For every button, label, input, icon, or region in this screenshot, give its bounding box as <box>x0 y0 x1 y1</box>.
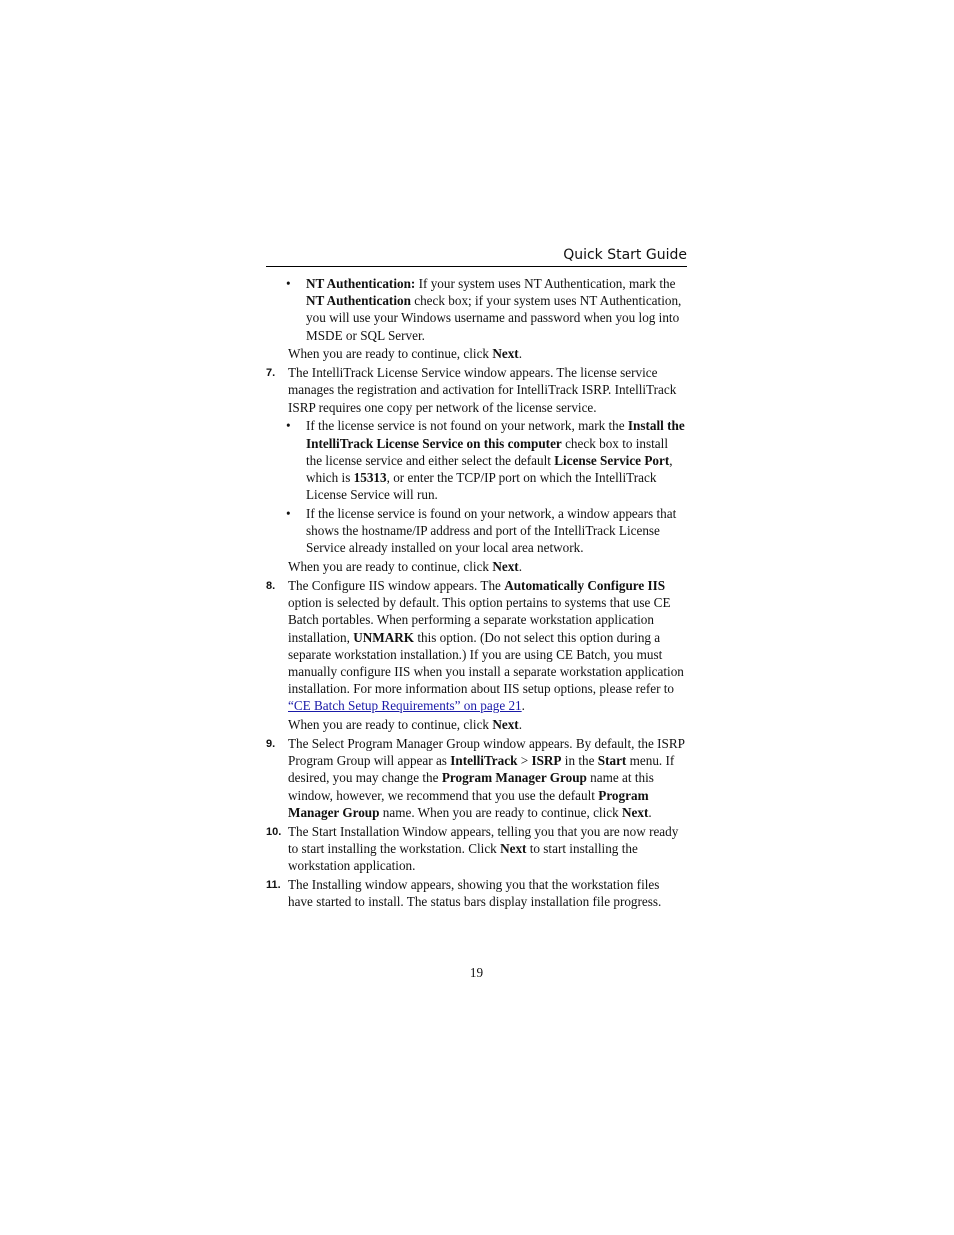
term: Start <box>597 753 627 769</box>
step-10 <box>266 823 687 875</box>
term: Automatically Configure IIS <box>504 578 666 594</box>
text: If your system uses NT Authentication, mark the <box>415 276 676 291</box>
term: Install the IntelliTrack License Service on this computer <box>306 418 685 451</box>
step-number: 8. <box>266 580 276 593</box>
running-header: Quick Start Guide <box>563 247 687 263</box>
bullet-license-found <box>266 505 687 557</box>
text: . <box>521 698 525 714</box>
text: check box; if your system uses NT Authentication, you will use your Windows username and password when you log into MSDE or SQL Server. <box>306 293 682 343</box>
text: option is selected by default. This option pertains to systems that use CE Batch portables. When performing a separate workstation application installation, <box>288 595 671 645</box>
text: When you are ready to continue, click <box>288 559 493 575</box>
text: name. When you are ready to continue, click <box>379 804 623 820</box>
bullet-license-not-found <box>266 417 687 503</box>
term: Next <box>500 840 527 856</box>
page-number: 19 <box>469 965 484 980</box>
cross-reference-link[interactable]: “CE Batch Setup Requirements” on page 21 <box>288 698 522 714</box>
bullet-mark: • <box>286 418 291 434</box>
text: The Configure IIS window appears. The <box>288 578 505 594</box>
text: The Start Installation Window appears, telling you that you are now ready to start installing the workstation. Click <box>288 823 679 856</box>
bullet-nt-authentication <box>266 275 687 344</box>
text: . <box>518 717 522 733</box>
text: > <box>517 753 532 769</box>
term-next: Next <box>492 346 519 362</box>
text: check box to install the license service and either select the default <box>306 435 668 468</box>
text: to start installing the workstation application. <box>288 840 638 874</box>
term: Program Manager Group <box>441 770 587 786</box>
text: When you are ready to continue, click <box>288 717 493 733</box>
step-9 <box>266 735 687 821</box>
term: ISRP <box>531 753 562 769</box>
text: . <box>518 559 522 575</box>
term: Next <box>622 804 649 820</box>
bullet-mark: • <box>286 506 291 522</box>
step-text: The Installing window appears, showing you that the workstation files have started to install. The status bars display installation file progress. <box>288 876 662 910</box>
step-number: 9. <box>266 738 276 751</box>
term: NT Authentication <box>306 293 411 309</box>
text: name at this window, however, we recommend that you use the default <box>288 770 654 803</box>
text: When you are ready to continue, click <box>288 346 493 362</box>
continue-instruction <box>266 716 687 733</box>
step-7 <box>266 364 687 416</box>
text: . <box>648 804 652 820</box>
term-next: Next <box>492 559 519 575</box>
step-number: 7. <box>266 367 276 380</box>
step-11 <box>266 876 687 910</box>
term: IntelliTrack <box>450 753 518 769</box>
term: UNMARK <box>353 629 415 645</box>
text: , or enter the TCP/IP port on which the IntelliTrack License Service will run. <box>306 470 657 503</box>
text: The Select Program Manager Group window appears. By default, the ISRP Program Group will appear as <box>288 736 685 769</box>
step-text: The IntelliTrack License Service window appears. The license service manages the registration and activation for IntelliTrack ISRP. IntelliTrack ISRP requires one copy per network of the license service. <box>288 365 677 415</box>
step-number: 10. <box>266 825 282 838</box>
term: 15313 <box>353 470 387 486</box>
text: , which is <box>306 452 673 486</box>
step-number: 11. <box>266 878 281 891</box>
continue-instruction <box>266 345 687 362</box>
term: License Service Port <box>554 452 670 468</box>
continue-instruction <box>266 558 687 575</box>
text: this option. (Do not select this option during a separate workstation installation.) If you are using CE Batch, you must manually configure IIS when you install a separate workstation application installation. For more information about IIS setup options, please refer to <box>288 629 684 697</box>
text: If the license service is not found on your network, mark the <box>306 418 628 434</box>
term-nt-authentication: NT Authentication: <box>306 276 416 291</box>
term-next: Next <box>492 717 519 733</box>
term: Program Manager Group <box>288 787 649 820</box>
step-8 <box>266 577 687 715</box>
text: If the license service is found on your network, a window appears that shows the hostname/IP address and port of the IntelliTrack License Service already installed on your local area network. <box>306 506 677 556</box>
text: . <box>518 346 522 362</box>
text: menu. If desired, you may change the <box>288 753 675 786</box>
header-rule <box>266 266 687 267</box>
bullet-mark: • <box>286 276 291 291</box>
text: in the <box>561 753 598 769</box>
page-body <box>266 275 687 912</box>
